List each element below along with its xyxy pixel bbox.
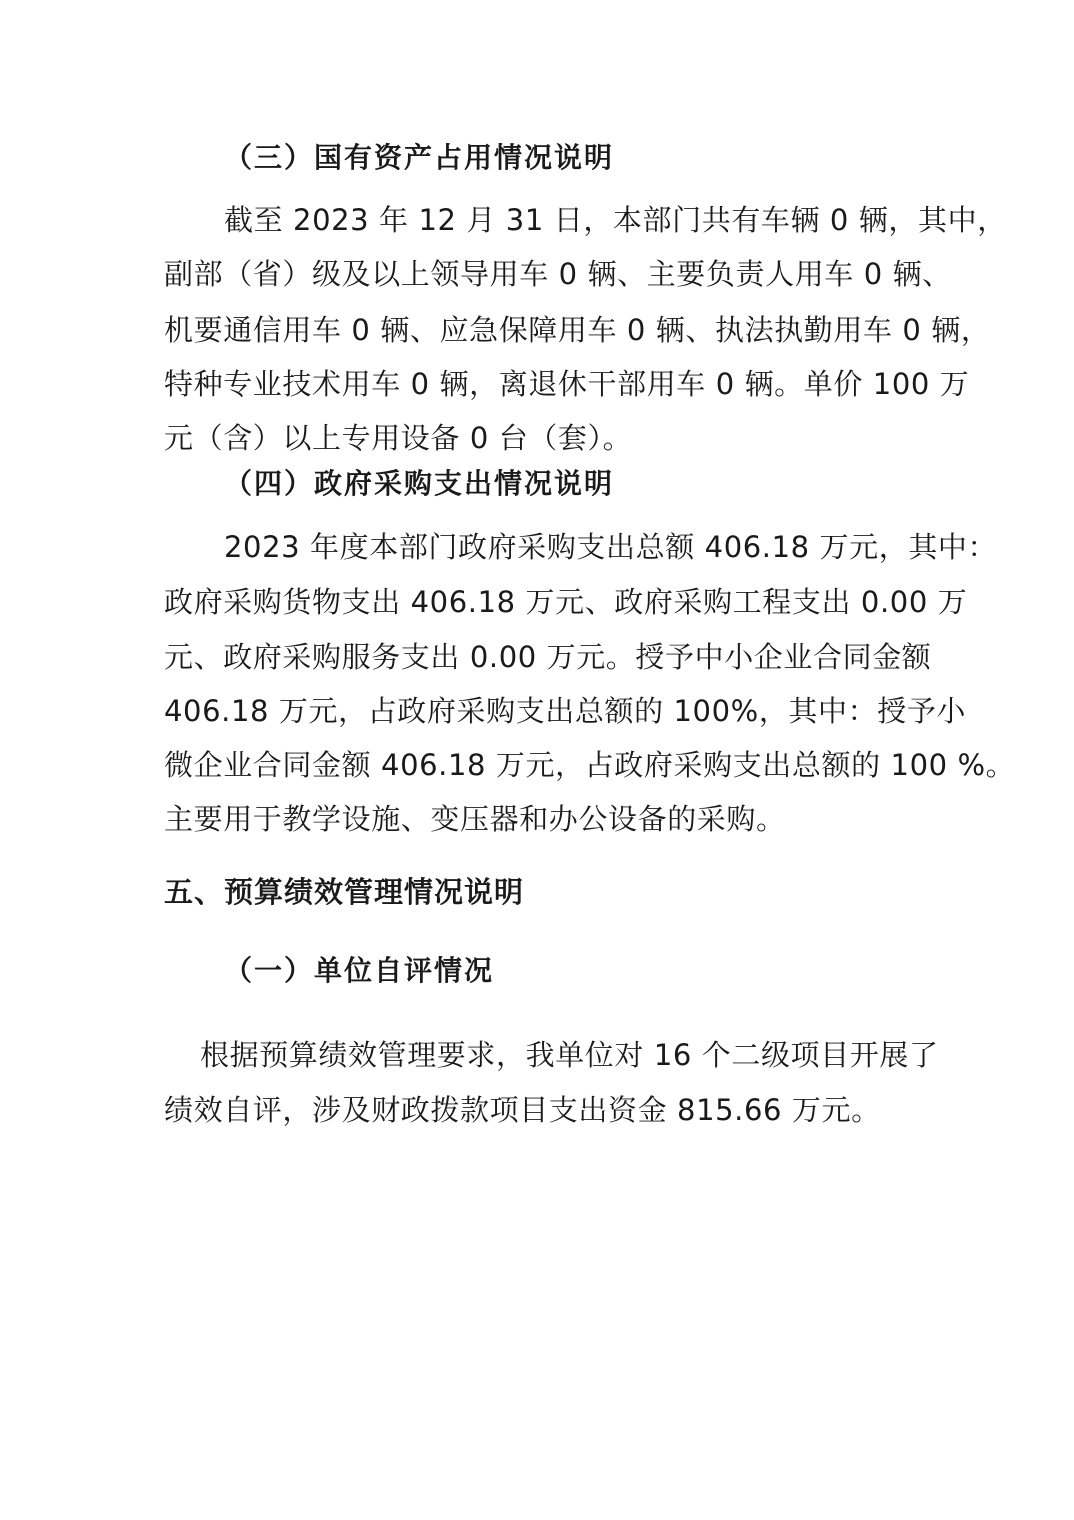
- paragraph-line: 根据预算绩效管理要求，我单位对 16 个二级项目开展了: [200, 1038, 939, 1072]
- paragraph-line: 微企业合同金额 406.18 万元，占政府采购支出总额的 100 %。: [164, 748, 1016, 782]
- paragraph-line: 元（含）以上专用设备 0 台（套）。: [164, 421, 633, 455]
- section-heading-assets: （三）国有资产占用情况说明: [224, 141, 615, 174]
- section-heading-procurement: （四）政府采购支出情况说明: [224, 467, 615, 500]
- paragraph-line: 元、政府采购服务支出 0.00 万元。授予中小企业合同金额: [164, 640, 932, 674]
- paragraph-line: 特种专业技术用车 0 辆，离退休干部用车 0 辆。单价 100 万: [164, 367, 970, 401]
- section-heading-self-evaluation: （一）单位自评情况: [224, 954, 495, 987]
- paragraph-line: 机要通信用车 0 辆、应急保障用车 0 辆、执法执勤用车 0 辆，: [164, 313, 991, 347]
- paragraph-line: 截至 2023 年 12 月 31 日，本部门共有车辆 0 辆，其中，: [224, 203, 1007, 237]
- paragraph-line: 2023 年度本部门政府采购支出总额 406.18 万元，其中：: [224, 530, 998, 564]
- paragraph-line: 政府采购货物支出 406.18 万元、政府采购工程支出 0.00 万: [164, 585, 968, 619]
- paragraph-line: 副部（省）级及以上领导用车 0 辆、主要负责人用车 0 辆、: [164, 257, 952, 291]
- paragraph-line: 绩效自评，涉及财政拨款项目支出资金 815.66 万元。: [164, 1093, 881, 1127]
- paragraph-line: 406.18 万元，占政府采购支出总额的 100%，其中：授予小: [164, 694, 967, 728]
- chapter-heading-performance: 五、预算绩效管理情况说明: [164, 875, 525, 909]
- paragraph-line: 主要用于教学设施、变压器和办公设备的采购。: [164, 802, 786, 836]
